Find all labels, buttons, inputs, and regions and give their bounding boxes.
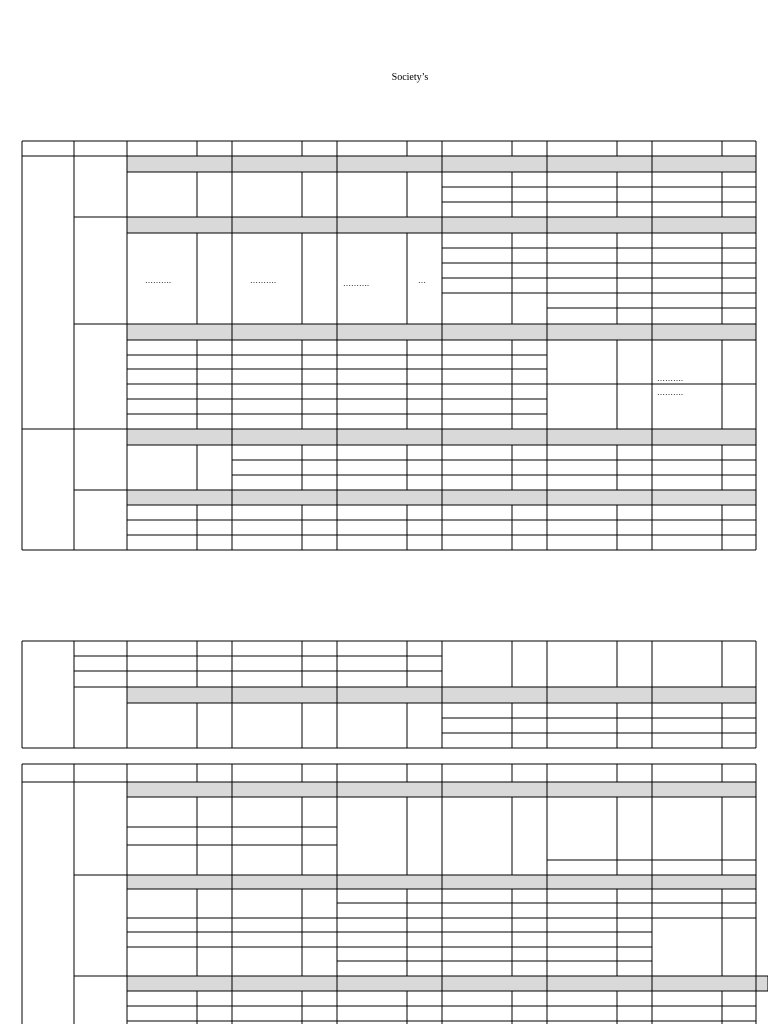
- placeholder-text: …: [418, 276, 426, 285]
- grid-lines: [22, 141, 756, 1024]
- document-title: Society’s: [391, 72, 429, 83]
- placeholder-text: ……….: [343, 279, 369, 288]
- placeholder-text: ……….: [657, 374, 683, 383]
- placeholder-text: ……….: [657, 388, 683, 397]
- header-bands: [127, 156, 768, 991]
- placeholder-text: ……….: [250, 276, 276, 285]
- header-band: [127, 976, 768, 991]
- placeholder-text: ……….: [145, 276, 171, 285]
